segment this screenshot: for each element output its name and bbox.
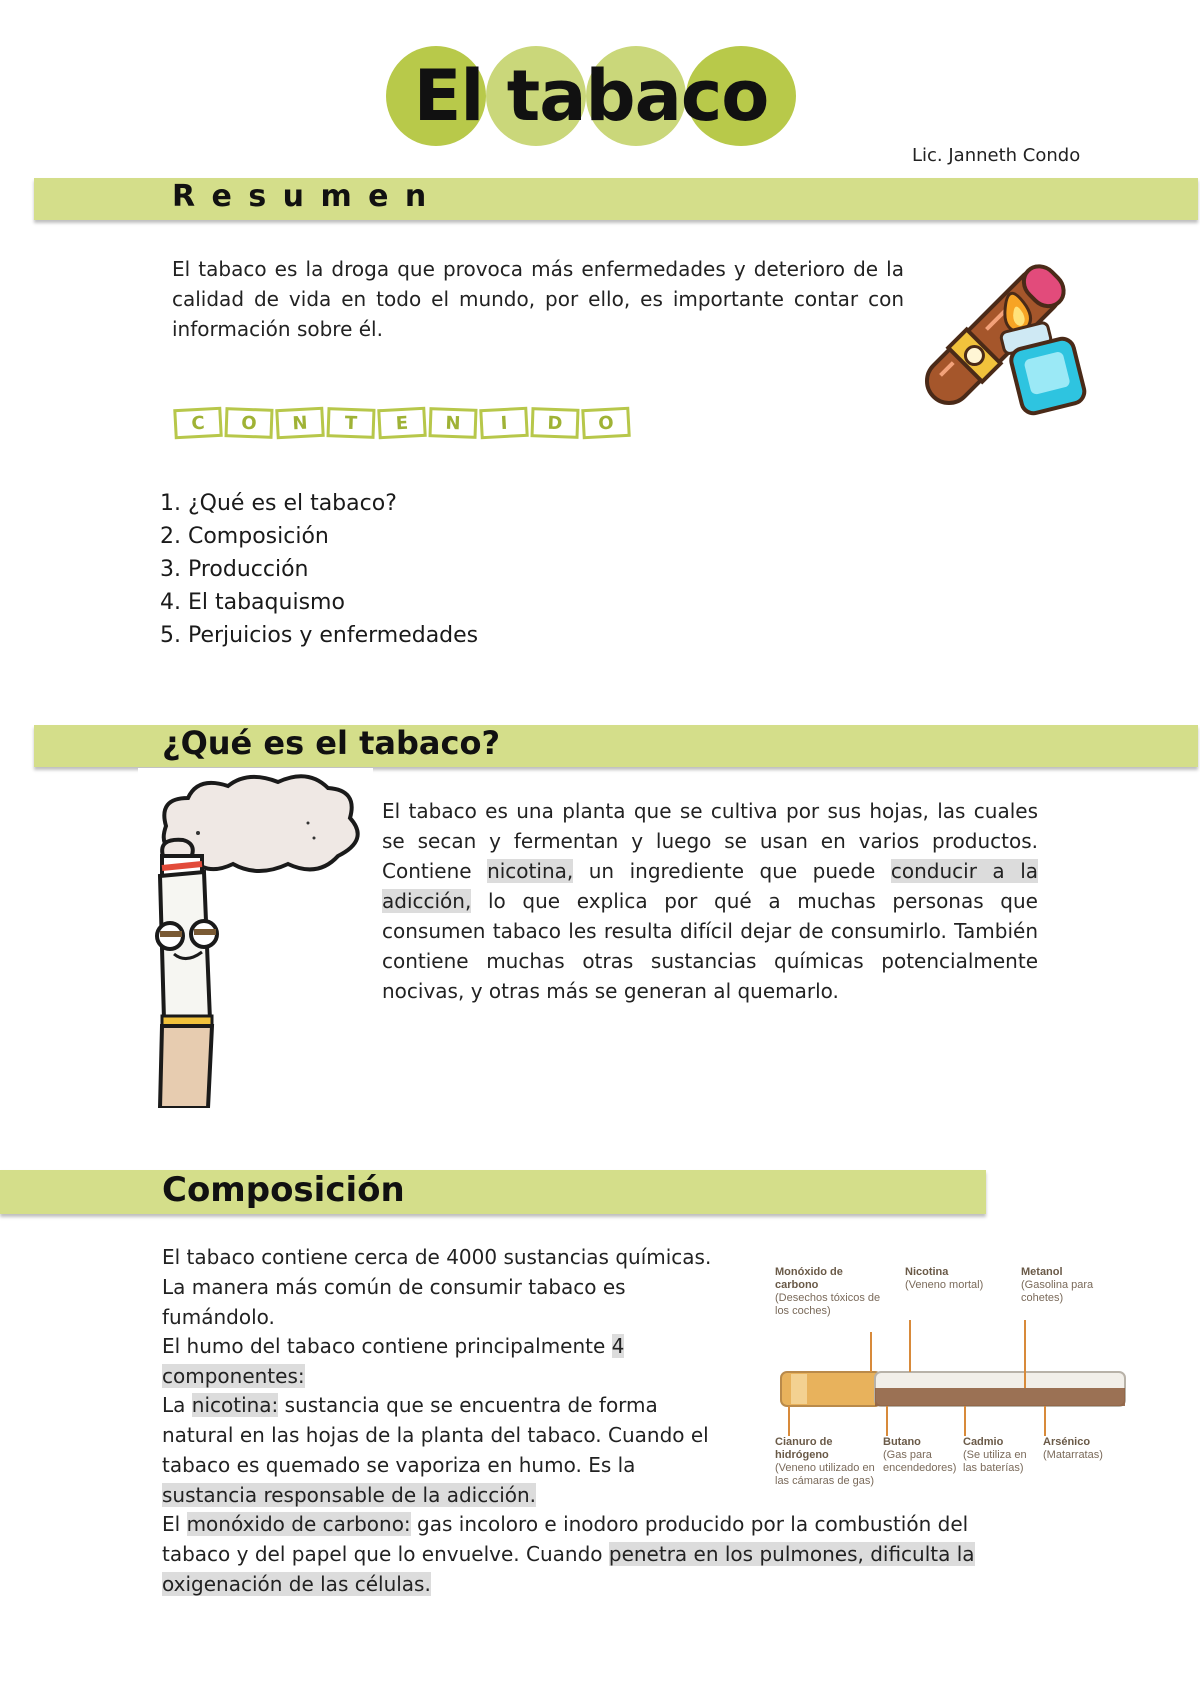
- cigar-and-lighter-icon: [900, 250, 1110, 430]
- label-metanol: [1021, 1266, 1111, 1305]
- highlight-adiccion: conducir a la adicción,: [382, 859, 1039, 913]
- highlight-monoxido: monóxido de carbono:: [186, 1512, 411, 1536]
- label-arsenico: [1043, 1436, 1123, 1462]
- que-es-text: [382, 796, 1038, 1006]
- nicotina-paragraph: [162, 1390, 732, 1510]
- label-cadmio-desc: (Se utiliza en las baterías): [963, 1449, 1027, 1474]
- label-cianuro-name: Cianuro de hidrógeno: [775, 1436, 833, 1461]
- que-es-heading: ¿Qué es el tabaco?: [162, 724, 500, 762]
- que-es-text-2: un ingrediente que puede: [573, 859, 891, 883]
- highlight-nicotina-def: nicotina:: [191, 1393, 279, 1417]
- monoxido-text: gas incoloro e inodoro producido por la combustión del tabaco y del papel que lo envuelve. Cuando: [162, 1512, 969, 1566]
- que-es-text-3: lo que explica por qué a muchas personas que consumen tabaco les resulta difícil dejar de consumirlo. También contiene muchas otras sustancias químicas potencialmente nocivas, y otras más se generan al quemarlo.: [382, 889, 1038, 1003]
- contenido-letter: C: [173, 407, 223, 439]
- label-monoxido-desc: (Desechos tóxicos de los coches): [775, 1292, 881, 1317]
- cigarette-composition-diagram: [775, 1262, 1135, 1494]
- toc-item[interactable]: 1. ¿Qué es el tabaco?: [160, 491, 397, 516]
- contenido-letter: T: [326, 407, 375, 439]
- label-monoxido-name: Monóxido de carbono: [775, 1266, 843, 1291]
- label-butano-desc: (Gas para encendedores): [883, 1449, 957, 1474]
- smoking-cigarette-character-icon: [138, 768, 373, 1108]
- highlight-pulmones: penetra en los pulmones, dificulta la oxigenación de las células.: [162, 1542, 975, 1596]
- contenido-heading: [174, 408, 630, 438]
- monoxido-pre: El: [162, 1512, 187, 1536]
- composicion-line-3: [162, 1331, 742, 1391]
- highlight-responsable: sustancia responsable de la adicción.: [162, 1483, 537, 1507]
- contenido-letter: I: [479, 407, 529, 439]
- composicion-line-2: La manera más común de consumir tabaco es fumándolo.: [162, 1275, 626, 1329]
- contenido-letter: N: [275, 407, 325, 439]
- toc-item[interactable]: 4. El tabaquismo: [160, 590, 345, 615]
- label-monoxido: [775, 1266, 885, 1318]
- nicotina-text: sustancia que se encuentra de forma natural en las hojas de la planta del tabaco. Cuando el tabaco es quemado se vaporiza en humo. Es la: [162, 1393, 709, 1477]
- table-of-contents: [160, 487, 478, 652]
- author: Lic. Janneth Condo: [912, 145, 1081, 166]
- label-nicotina-desc: (Veneno mortal): [905, 1279, 984, 1291]
- contenido-letter: N: [428, 407, 477, 439]
- que-es-text-1: El tabaco es una planta que se cultiva por sus hojas, las cuales se secan y fermentan y luego se usan en varios productos. Contiene: [382, 799, 1038, 883]
- composicion-line-1: El tabaco contiene cerca de 4000 sustancias químicas.: [162, 1245, 712, 1269]
- label-arsenico-desc: (Matarratas): [1043, 1449, 1103, 1461]
- label-metanol-desc: (Gasolina para cohetes): [1021, 1279, 1094, 1304]
- contenido-letter: E: [377, 407, 427, 439]
- contenido-letter: D: [530, 407, 579, 439]
- label-cadmio: [963, 1436, 1041, 1475]
- highlight-nicotina: nicotina,: [487, 859, 574, 883]
- toc-item[interactable]: 5. Perjuicios y enfermedades: [160, 623, 479, 648]
- label-metanol-name: Metanol: [1021, 1266, 1063, 1278]
- label-butano-name: Butano: [883, 1436, 921, 1448]
- contenido-letter: O: [224, 407, 273, 439]
- label-cianuro-desc: (Veneno utilizado en las cámaras de gas): [775, 1462, 875, 1487]
- monoxido-paragraph: [162, 1509, 1018, 1599]
- label-cadmio-name: Cadmio: [963, 1436, 1004, 1448]
- page-title: El tabaco: [413, 55, 769, 137]
- toc-item[interactable]: 3. Producción: [160, 557, 309, 582]
- resumen-text: El tabaco es la droga que provoca más enfermedades y deterioro de la calidad de vida en todo el mundo, por ello, es importante contar con información sobre él.: [172, 257, 904, 341]
- label-nicotina: [905, 1266, 1005, 1292]
- composicion-bar: [0, 1170, 986, 1214]
- label-arsenico-name: Arsénico: [1043, 1436, 1091, 1448]
- toc-item[interactable]: 2. Composición: [160, 524, 329, 549]
- label-nicotina-name: Nicotina: [905, 1266, 949, 1278]
- label-cianuro: [775, 1436, 880, 1488]
- highlight-componentes: 4 componentes:: [162, 1334, 625, 1388]
- nicotina-pre: La: [162, 1393, 192, 1417]
- composicion-heading: Composición: [162, 1170, 405, 1210]
- contenido-letter: O: [581, 407, 631, 439]
- resumen-heading: R e s u m e n: [172, 179, 430, 214]
- label-butano: [883, 1436, 963, 1475]
- componentes-text: El humo del tabaco contiene principalmente: [162, 1334, 612, 1358]
